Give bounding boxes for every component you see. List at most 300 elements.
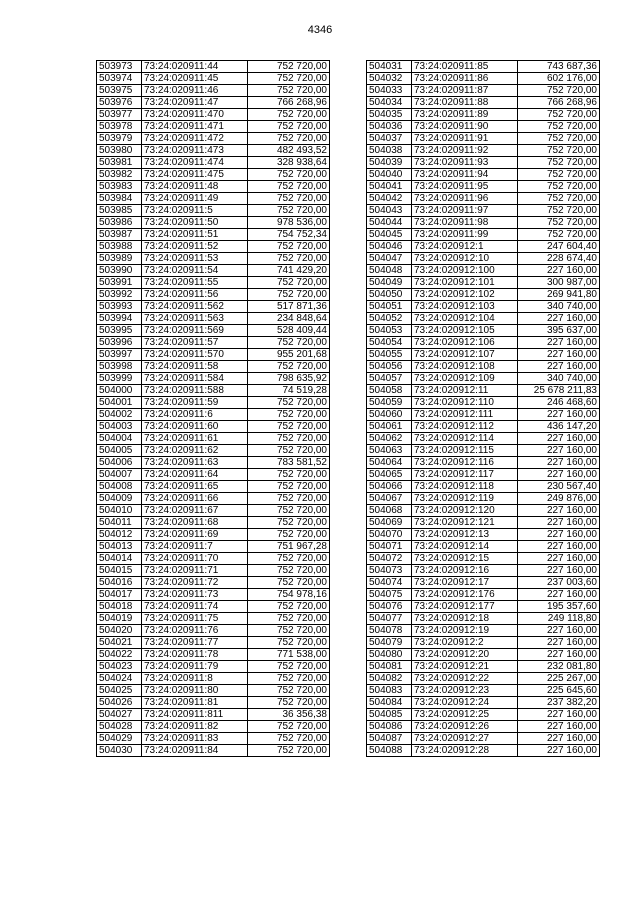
table-row (367, 469, 600, 481)
table-row (97, 169, 330, 181)
row-number-cell: 503998 (97, 361, 142, 373)
value-cell: 752 720,00 (518, 169, 600, 181)
row-number-cell: 504088 (367, 745, 412, 757)
value-cell: 227 160,00 (518, 709, 600, 721)
table-row (367, 73, 600, 85)
value-cell: 978 536,00 (248, 217, 330, 229)
cadastral-number-cell: 73:24:020911:63 (142, 457, 248, 469)
row-number-cell: 504041 (367, 181, 412, 193)
row-number-cell: 504072 (367, 553, 412, 565)
cadastral-number-cell: 73:24:020912:23 (412, 685, 518, 697)
cadastral-number-cell: 73:24:020911:45 (142, 73, 248, 85)
register-table-right (366, 60, 600, 757)
table-row (367, 421, 600, 433)
table-row (97, 649, 330, 661)
table-row (367, 625, 600, 637)
value-cell: 752 720,00 (248, 445, 330, 457)
value-cell: 752 720,00 (518, 217, 600, 229)
cadastral-number-cell: 73:24:020911:471 (142, 121, 248, 133)
row-number-cell: 504037 (367, 133, 412, 145)
value-cell: 783 581,52 (248, 457, 330, 469)
value-cell: 340 740,00 (518, 373, 600, 385)
table-row (97, 73, 330, 85)
value-cell: 752 720,00 (248, 601, 330, 613)
row-number-cell: 504068 (367, 505, 412, 517)
row-number-cell: 503974 (97, 73, 142, 85)
cadastral-number-cell: 73:24:020912:103 (412, 301, 518, 313)
value-cell: 752 720,00 (248, 469, 330, 481)
table-row (97, 601, 330, 613)
value-cell: 752 720,00 (248, 433, 330, 445)
row-number-cell: 504064 (367, 457, 412, 469)
table-row (367, 313, 600, 325)
value-cell: 754 752,34 (248, 229, 330, 241)
table-row (367, 529, 600, 541)
cadastral-number-cell: 73:24:020911:62 (142, 445, 248, 457)
cadastral-number-cell: 73:24:020912:19 (412, 625, 518, 637)
table-row (97, 205, 330, 217)
value-cell: 752 720,00 (248, 193, 330, 205)
cadastral-number-cell: 73:24:020911:65 (142, 481, 248, 493)
value-cell: 752 720,00 (248, 253, 330, 265)
table-row (367, 553, 600, 565)
row-number-cell: 503983 (97, 181, 142, 193)
row-number-cell: 504045 (367, 229, 412, 241)
value-cell: 752 720,00 (518, 193, 600, 205)
row-number-cell: 504002 (97, 409, 142, 421)
cadastral-number-cell: 73:24:020911:82 (142, 721, 248, 733)
value-cell: 237 003,60 (518, 577, 600, 589)
table-row (367, 397, 600, 409)
value-cell: 247 604,40 (518, 241, 600, 253)
table-row (97, 229, 330, 241)
table-row (367, 61, 600, 73)
cadastral-number-cell: 73:24:020912:24 (412, 697, 518, 709)
table-row (367, 337, 600, 349)
table-row (367, 661, 600, 673)
cadastral-number-cell: 73:24:020912:121 (412, 517, 518, 529)
table-row (97, 373, 330, 385)
value-cell: 752 720,00 (248, 529, 330, 541)
table-row (97, 481, 330, 493)
value-cell: 227 160,00 (518, 733, 600, 745)
row-number-cell: 504021 (97, 637, 142, 649)
row-number-cell: 503980 (97, 145, 142, 157)
cadastral-number-cell: 73:24:020911:77 (142, 637, 248, 649)
cadastral-number-cell: 73:24:020912:118 (412, 481, 518, 493)
table-row (367, 205, 600, 217)
cadastral-number-cell: 73:24:020912:119 (412, 493, 518, 505)
value-cell: 752 720,00 (248, 481, 330, 493)
value-cell: 436 147,20 (518, 421, 600, 433)
row-number-cell: 504012 (97, 529, 142, 541)
table-row (97, 85, 330, 97)
table-row (97, 289, 330, 301)
row-number-cell: 504015 (97, 565, 142, 577)
cadastral-number-cell: 73:24:020911:91 (412, 133, 518, 145)
table-row (367, 709, 600, 721)
table-row (97, 253, 330, 265)
cadastral-number-cell: 73:24:020911:58 (142, 361, 248, 373)
table-row (367, 193, 600, 205)
cadastral-number-cell: 73:24:020912:106 (412, 337, 518, 349)
table-row (367, 97, 600, 109)
table-row (97, 133, 330, 145)
table-row (367, 85, 600, 97)
cadastral-number-cell: 73:24:020911:60 (142, 421, 248, 433)
cadastral-number-cell: 73:24:020912:109 (412, 373, 518, 385)
row-number-cell: 504040 (367, 169, 412, 181)
table-row (97, 181, 330, 193)
table-row (367, 445, 600, 457)
cadastral-number-cell: 73:24:020911:83 (142, 733, 248, 745)
value-cell: 751 967,28 (248, 541, 330, 553)
table-row (367, 265, 600, 277)
value-cell: 752 720,00 (248, 721, 330, 733)
cadastral-number-cell: 73:24:020911:64 (142, 469, 248, 481)
cadastral-number-cell: 73:24:020912:115 (412, 445, 518, 457)
row-number-cell: 504025 (97, 685, 142, 697)
table-row (97, 469, 330, 481)
cadastral-number-cell: 73:24:020912:13 (412, 529, 518, 541)
table-row (367, 301, 600, 313)
cadastral-number-cell: 73:24:020911:99 (412, 229, 518, 241)
table-row (97, 685, 330, 697)
cadastral-number-cell: 73:24:020912:111 (412, 409, 518, 421)
cadastral-number-cell: 73:24:020911:59 (142, 397, 248, 409)
cadastral-number-cell: 73:24:020912:11 (412, 385, 518, 397)
row-number-cell: 504063 (367, 445, 412, 457)
row-number-cell: 504059 (367, 397, 412, 409)
row-number-cell: 503985 (97, 205, 142, 217)
value-cell: 752 720,00 (248, 637, 330, 649)
cadastral-number-cell: 73:24:020911:44 (142, 61, 248, 73)
cadastral-number-cell: 73:24:020911:70 (142, 553, 248, 565)
value-cell: 269 941,80 (518, 289, 600, 301)
value-cell: 227 160,00 (518, 445, 600, 457)
value-cell: 237 382,20 (518, 697, 600, 709)
table-row (367, 409, 600, 421)
row-number-cell: 504080 (367, 649, 412, 661)
row-number-cell: 504051 (367, 301, 412, 313)
table-row (97, 613, 330, 625)
value-cell: 227 160,00 (518, 625, 600, 637)
value-cell: 752 720,00 (248, 421, 330, 433)
row-number-cell: 504038 (367, 145, 412, 157)
table-row (97, 457, 330, 469)
row-number-cell: 504085 (367, 709, 412, 721)
value-cell: 752 720,00 (248, 409, 330, 421)
value-cell: 752 720,00 (248, 505, 330, 517)
table-row (367, 253, 600, 265)
value-cell: 752 720,00 (518, 181, 600, 193)
cadastral-number-cell: 73:24:020912:25 (412, 709, 518, 721)
row-number-cell: 504042 (367, 193, 412, 205)
value-cell: 225 267,00 (518, 673, 600, 685)
cadastral-number-cell: 73:24:020912:102 (412, 289, 518, 301)
row-number-cell: 504048 (367, 265, 412, 277)
value-cell: 752 720,00 (248, 361, 330, 373)
row-number-cell: 504070 (367, 529, 412, 541)
register-table-left (96, 60, 330, 757)
row-number-cell: 504071 (367, 541, 412, 553)
table-row (367, 373, 600, 385)
row-number-cell: 504084 (367, 697, 412, 709)
table-row (367, 589, 600, 601)
value-cell: 227 160,00 (518, 361, 600, 373)
value-cell: 227 160,00 (518, 337, 600, 349)
cadastral-number-cell: 73:24:020911:74 (142, 601, 248, 613)
cadastral-number-cell: 73:24:020911:87 (412, 85, 518, 97)
cadastral-number-cell: 73:24:020912:27 (412, 733, 518, 745)
value-cell: 766 268,96 (248, 97, 330, 109)
table-row (97, 493, 330, 505)
cadastral-number-cell: 73:24:020911:92 (412, 145, 518, 157)
value-cell: 752 720,00 (518, 85, 600, 97)
cadastral-number-cell: 73:24:020911:81 (142, 697, 248, 709)
row-number-cell: 504087 (367, 733, 412, 745)
row-number-cell: 503986 (97, 217, 142, 229)
table-row (97, 145, 330, 157)
cadastral-number-cell: 73:24:020911:6 (142, 409, 248, 421)
row-number-cell: 504031 (367, 61, 412, 73)
value-cell: 752 720,00 (248, 685, 330, 697)
cadastral-number-cell: 73:24:020912:117 (412, 469, 518, 481)
table-row (97, 745, 330, 757)
value-cell: 227 160,00 (518, 313, 600, 325)
row-number-cell: 503989 (97, 253, 142, 265)
cadastral-number-cell: 73:24:020912:2 (412, 637, 518, 649)
table-row (367, 541, 600, 553)
table-row (97, 517, 330, 529)
value-cell: 798 635,92 (248, 373, 330, 385)
row-number-cell: 504055 (367, 349, 412, 361)
value-cell: 225 645,60 (518, 685, 600, 697)
table-body-right (367, 61, 600, 757)
cadastral-number-cell: 73:24:020911:90 (412, 121, 518, 133)
value-cell: 752 720,00 (248, 613, 330, 625)
value-cell: 230 567,40 (518, 481, 600, 493)
cadastral-number-cell: 73:24:020912:105 (412, 325, 518, 337)
table-row (367, 505, 600, 517)
row-number-cell: 504005 (97, 445, 142, 457)
table-row (97, 625, 330, 637)
table-row (97, 301, 330, 313)
value-cell: 232 081,80 (518, 661, 600, 673)
table-row (367, 721, 600, 733)
row-number-cell: 504013 (97, 541, 142, 553)
table-row (97, 673, 330, 685)
row-number-cell: 504039 (367, 157, 412, 169)
cadastral-number-cell: 73:24:020911:88 (412, 97, 518, 109)
row-number-cell: 504060 (367, 409, 412, 421)
cadastral-number-cell: 73:24:020912:22 (412, 673, 518, 685)
table-row (97, 97, 330, 109)
table-row (97, 217, 330, 229)
table-row (367, 133, 600, 145)
table-row (97, 361, 330, 373)
table-row (97, 277, 330, 289)
cadastral-number-cell: 73:24:020911:75 (142, 613, 248, 625)
value-cell: 246 468,60 (518, 397, 600, 409)
row-number-cell: 504058 (367, 385, 412, 397)
cadastral-number-cell: 73:24:020911:570 (142, 349, 248, 361)
cadastral-number-cell: 73:24:020912:15 (412, 553, 518, 565)
value-cell: 752 720,00 (248, 565, 330, 577)
value-cell: 752 720,00 (248, 277, 330, 289)
value-cell: 752 720,00 (248, 85, 330, 97)
value-cell: 741 429,20 (248, 265, 330, 277)
cadastral-number-cell: 73:24:020911:86 (412, 73, 518, 85)
row-number-cell: 504052 (367, 313, 412, 325)
row-number-cell: 503977 (97, 109, 142, 121)
row-number-cell: 504017 (97, 589, 142, 601)
table-row (97, 385, 330, 397)
cadastral-number-cell: 73:24:020911:46 (142, 85, 248, 97)
cadastral-number-cell: 73:24:020912:108 (412, 361, 518, 373)
value-cell: 195 357,60 (518, 601, 600, 613)
row-number-cell: 504007 (97, 469, 142, 481)
row-number-cell: 504032 (367, 73, 412, 85)
cadastral-number-cell: 73:24:020911:47 (142, 97, 248, 109)
value-cell: 752 720,00 (248, 733, 330, 745)
row-number-cell: 504047 (367, 253, 412, 265)
row-number-cell: 503991 (97, 277, 142, 289)
table-row (97, 433, 330, 445)
table-row (97, 337, 330, 349)
cadastral-number-cell: 73:24:020911:94 (412, 169, 518, 181)
row-number-cell: 504083 (367, 685, 412, 697)
cadastral-number-cell: 73:24:020912:112 (412, 421, 518, 433)
value-cell: 752 720,00 (248, 673, 330, 685)
row-number-cell: 504019 (97, 613, 142, 625)
value-cell: 752 720,00 (518, 145, 600, 157)
row-number-cell: 504086 (367, 721, 412, 733)
row-number-cell: 504029 (97, 733, 142, 745)
row-number-cell: 504057 (367, 373, 412, 385)
cadastral-number-cell: 73:24:020911:53 (142, 253, 248, 265)
table-row (97, 121, 330, 133)
cadastral-number-cell: 73:24:020912:114 (412, 433, 518, 445)
table-body-left (97, 61, 330, 757)
row-number-cell: 504018 (97, 601, 142, 613)
row-number-cell: 504054 (367, 337, 412, 349)
cadastral-number-cell: 73:24:020911:54 (142, 265, 248, 277)
cadastral-number-cell: 73:24:020912:10 (412, 253, 518, 265)
row-number-cell: 504016 (97, 577, 142, 589)
cadastral-number-cell: 73:24:020911:96 (412, 193, 518, 205)
row-number-cell: 503997 (97, 349, 142, 361)
row-number-cell: 504049 (367, 277, 412, 289)
table-row (367, 673, 600, 685)
value-cell: 752 720,00 (248, 397, 330, 409)
table-row (367, 517, 600, 529)
value-cell: 528 409,44 (248, 325, 330, 337)
table-row (367, 385, 600, 397)
table-row (367, 169, 600, 181)
row-number-cell: 503988 (97, 241, 142, 253)
row-number-cell: 504061 (367, 421, 412, 433)
value-cell: 227 160,00 (518, 721, 600, 733)
row-number-cell: 504006 (97, 457, 142, 469)
value-cell: 36 356,38 (248, 709, 330, 721)
table-row (367, 121, 600, 133)
value-cell: 743 687,36 (518, 61, 600, 73)
cadastral-number-cell: 73:24:020911:76 (142, 625, 248, 637)
table-row (97, 349, 330, 361)
value-cell: 249 118,80 (518, 613, 600, 625)
cadastral-number-cell: 73:24:020911:68 (142, 517, 248, 529)
row-number-cell: 504076 (367, 601, 412, 613)
table-row (367, 685, 600, 697)
cadastral-number-cell: 73:24:020911:97 (412, 205, 518, 217)
table-row (367, 109, 600, 121)
cadastral-number-cell: 73:24:020912:120 (412, 505, 518, 517)
table-row (367, 637, 600, 649)
table-row (97, 697, 330, 709)
cadastral-number-cell: 73:24:020911:78 (142, 649, 248, 661)
cadastral-number-cell: 73:24:020911:89 (412, 109, 518, 121)
row-number-cell: 504034 (367, 97, 412, 109)
table-row (367, 745, 600, 757)
row-number-cell: 504036 (367, 121, 412, 133)
table-row (367, 217, 600, 229)
cadastral-number-cell: 73:24:020912:104 (412, 313, 518, 325)
row-number-cell: 504000 (97, 385, 142, 397)
row-number-cell: 504082 (367, 673, 412, 685)
value-cell: 752 720,00 (518, 133, 600, 145)
cadastral-number-cell: 73:24:020911:55 (142, 277, 248, 289)
table-row (97, 421, 330, 433)
table-row (367, 349, 600, 361)
cadastral-number-cell: 73:24:020911:588 (142, 385, 248, 397)
cadastral-number-cell: 73:24:020912:21 (412, 661, 518, 673)
value-cell: 227 160,00 (518, 589, 600, 601)
cadastral-number-cell: 73:24:020911:67 (142, 505, 248, 517)
value-cell: 249 876,00 (518, 493, 600, 505)
value-cell: 752 720,00 (518, 121, 600, 133)
row-number-cell: 503982 (97, 169, 142, 181)
row-number-cell: 503994 (97, 313, 142, 325)
table-row (367, 145, 600, 157)
row-number-cell: 504027 (97, 709, 142, 721)
row-number-cell: 503978 (97, 121, 142, 133)
table-row (367, 493, 600, 505)
cadastral-number-cell: 73:24:020911:51 (142, 229, 248, 241)
row-number-cell: 504066 (367, 481, 412, 493)
row-number-cell: 504074 (367, 577, 412, 589)
cadastral-number-cell: 73:24:020911:49 (142, 193, 248, 205)
cadastral-number-cell: 73:24:020912:14 (412, 541, 518, 553)
cadastral-number-cell: 73:24:020911:66 (142, 493, 248, 505)
value-cell: 227 160,00 (518, 409, 600, 421)
cadastral-number-cell: 73:24:020911:475 (142, 169, 248, 181)
value-cell: 754 978,16 (248, 589, 330, 601)
row-number-cell: 504053 (367, 325, 412, 337)
table-row (97, 733, 330, 745)
row-number-cell: 504028 (97, 721, 142, 733)
cadastral-number-cell: 73:24:020911:69 (142, 529, 248, 541)
cadastral-number-cell: 73:24:020912:17 (412, 577, 518, 589)
table-row (97, 541, 330, 553)
row-number-cell: 504026 (97, 697, 142, 709)
value-cell: 25 678 211,83 (518, 385, 600, 397)
value-cell: 227 160,00 (518, 553, 600, 565)
row-number-cell: 504023 (97, 661, 142, 673)
cadastral-number-cell: 73:24:020912:101 (412, 277, 518, 289)
cadastral-number-cell: 73:24:020911:95 (412, 181, 518, 193)
cadastral-number-cell: 73:24:020911:563 (142, 313, 248, 325)
